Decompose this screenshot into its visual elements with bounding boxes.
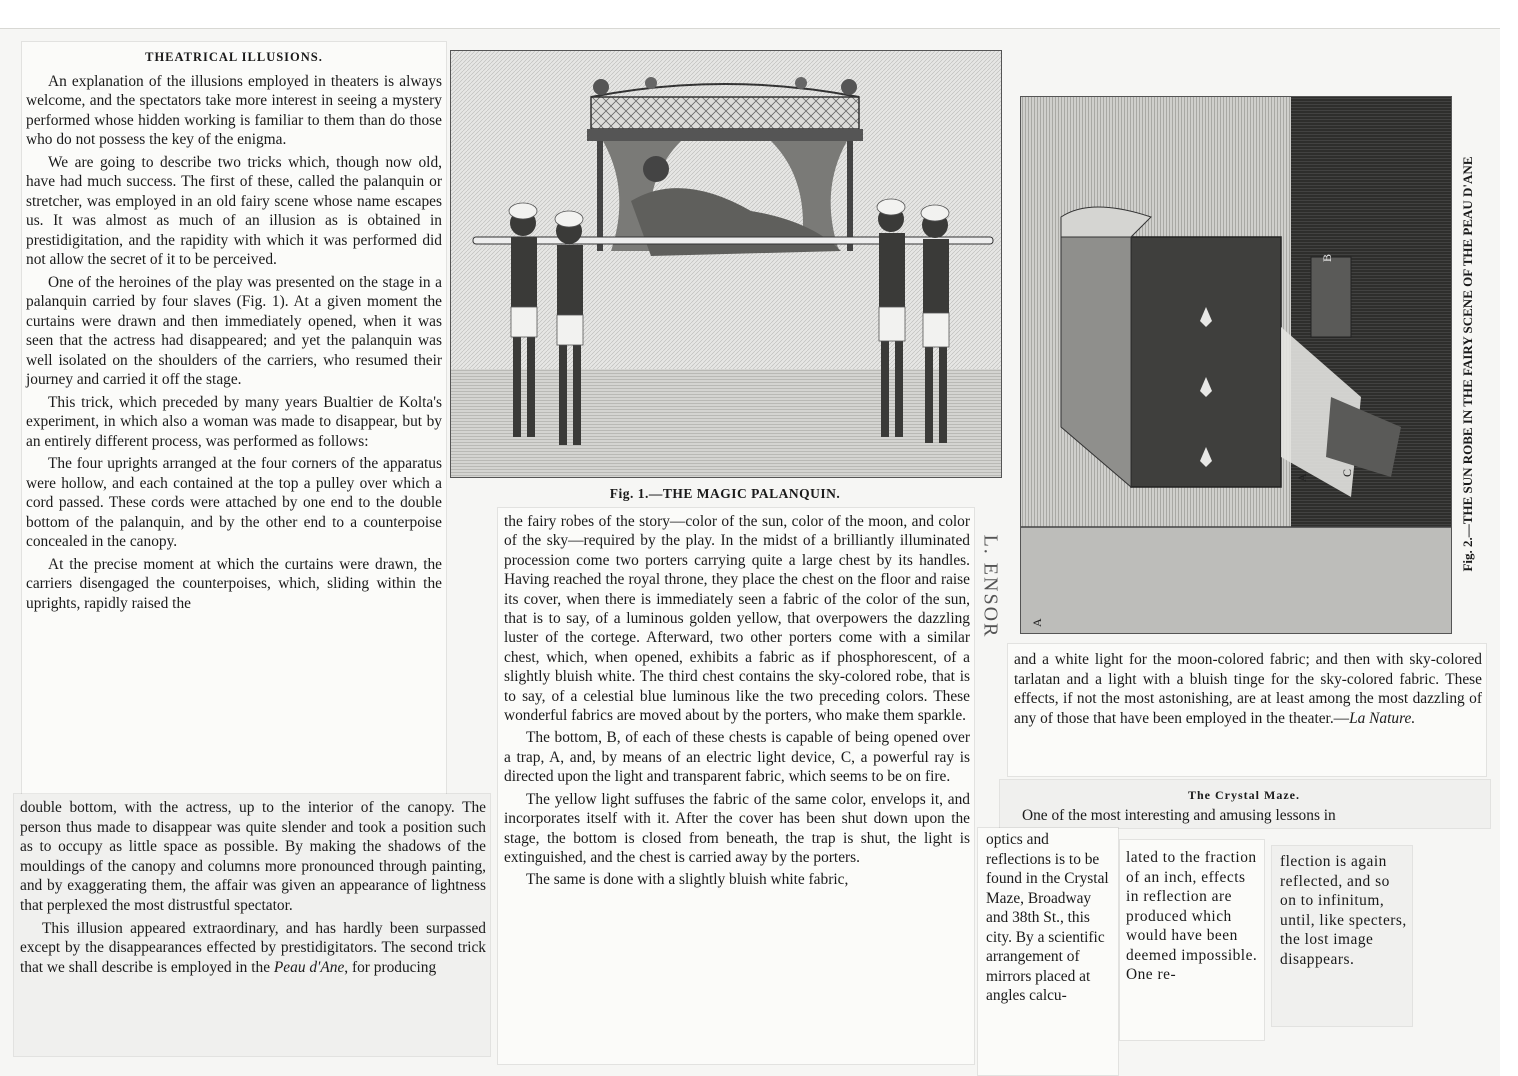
figure-sun-robe xyxy=(1020,96,1452,634)
figure-1-caption: Fig. 1.—THE MAGIC PALANQUIN. xyxy=(609,486,841,501)
paragraph-end: , for producing xyxy=(344,958,437,976)
article-title: THEATRICAL ILLUSIONS. xyxy=(145,50,323,64)
sun-robe-engraving xyxy=(1021,97,1451,633)
paragraph: An explanation of the illusions employed in theaters is always welcome, and the spectators take more interest in seeing a mystery performed whose hidden working is familiar to them than do those who do not possess the key of the enigma. xyxy=(26,72,442,148)
paragraph xyxy=(20,919,486,978)
figure-2-caption xyxy=(1456,96,1478,636)
handwritten-annotation xyxy=(970,530,1010,650)
paragraph: double bottom, with the actress, up to the interior of the canopy. The person thus made to disappear was quite slender and took a position such as to occupy as little space as possible. By making the shadows of the mouldings of the canopy and columns more pronounced through painting, and by exaggerating them, the affair was given an appearance of lightness that perplexed the most distrustful spectator. xyxy=(20,799,486,914)
paragraph: At the precise moment at which the curtains were drawn, the carriers disengaged the counterpoises, which, sliding within the uprights, rapidly raised the xyxy=(26,555,442,612)
article-column-continued xyxy=(20,798,486,977)
crystal-maze-column-1: optics and reflections is to be found in the Crystal Maze, Broadway and 38th St., this city. By a scientific arrangement of mirrors placed at angles calcu- xyxy=(986,831,1109,1004)
crystal-maze-title: The Crystal Maze. xyxy=(1188,788,1300,802)
paragraph-text: This illusion appeared extraordinary, and has hardly been surpassed except by the disappearances effected by prestidigitators. The second trick that we shall describe is employed in the xyxy=(20,919,486,976)
article-column-2 xyxy=(504,512,970,893)
paragraph: The bottom, B, of each of these chests is capable of being opened over a trap, A, and, by means of an electric light device, C, a powerful ray is directed upon the light and transparent fabric, which seems to be on fire. xyxy=(504,729,970,786)
label-a: A xyxy=(1295,473,1309,482)
crystal-maze-column-2: lated to the fraction of an inch, effects in reflection are produced which would have been deemed impossible. One re- xyxy=(1126,849,1258,983)
label-c: C xyxy=(1340,468,1354,477)
paragraph-text: and a white light for the moon-colored fabric; and then with sky-colored tarlatan and a light with a bluish tinge for the sky-colored fabric. These effects, if not the most astonishing, are at least among the most dazzling of any of those that have been employed in the theater.— xyxy=(1014,651,1482,727)
figure-magic-palanquin xyxy=(450,50,1002,478)
source-credit: La Nature. xyxy=(1349,709,1416,727)
paragraph: The yellow light suffuses the fabric of the same color, envelops it, and incorporates itself with it. After the cover has been shut down upon the stage, the bottom is closed from beneath, the trap is shut, the light is extinguished, and the chest is carried away by the porters. xyxy=(504,790,970,866)
paragraph xyxy=(1014,650,1482,728)
crystal-maze-column-3: flection is again reflected, and so on to infinitum, until, like specters, the lost image disappears. xyxy=(1280,853,1407,968)
paragraph: The four uprights arranged at the four corners of the apparatus were hollow, and each contained at the top a pulley over which a cord passed. These cords were attached by one end to the double bottom of the palanquin, and by the other end to a counterpoise concealed in the canopy. xyxy=(26,455,442,550)
paragraph: We are going to describe two tricks which, though now old, have had much success. The first of these, called the palanquin or stretcher, was employed in an old fairy scene whose name escapes us. It was almost as much of an illusion as is obtained in prestidigitation, and the rapidity with which it was performed did not allow the secret of it to be perceived. xyxy=(26,153,442,268)
paragraph: One of the heroines of the play was presented on the stage in a palanquin carried by four slaves (Fig. 1). At a given moment the curtains were drawn and then immediately opened, when it was seen that the actress had disappeared; and yet the palanquin was well isolated on the shoulders of the carriers, who resumed their journey and carried it off the stage. xyxy=(26,273,442,388)
palanquin-engraving xyxy=(451,51,1001,477)
figure-2-caption-text: Fig. 2.—THE SUN ROBE IN THE FAIRY SCENE OF THE PEAU D'ANE xyxy=(1460,156,1475,572)
crystal-maze-first-line: One of the most interesting and amusing lessons in xyxy=(1022,807,1336,824)
article-column-1 xyxy=(26,48,442,616)
label-a-bottom: A xyxy=(1030,618,1044,627)
play-title: Peau d'Ane xyxy=(273,958,345,976)
paragraph: This trick, which preceded by many years Bualtier de Kolta's experiment, in which also a woman was made to disappear, but by an entirely different process, was performed as follows: xyxy=(26,393,442,450)
paragraph: The same is done with a slightly bluish white fabric, xyxy=(526,871,849,889)
paragraph: the fairy robes of the story—color of the sun, color of the moon, and color of the sky—required by the play. In the midst of a brilliantly illuminated procession come two porters carrying quite a large chest by its handles. Having reached the royal throne, they place the chest on the floor and raise its cover, when there is immediately seen a fabric of the color of the sun, that is to say, of a luminous golden yellow, that overpowers the dazzling luster of the cortege. Afterward, two other porters come with a similar chest, which, when opened, exhibits a fabric as if phosphorescent, of a slightly bluish white. The third chest contains the sky-colored robe, that is to say, of a celestial blue luminous like the two preceding colors. These wonderful fabrics are moved about by the porters, who make them sparkle. xyxy=(504,513,970,725)
annotation-text: L. ENSOR xyxy=(979,534,1002,639)
article-column-3 xyxy=(1014,650,1482,728)
label-b: B xyxy=(1320,253,1334,262)
